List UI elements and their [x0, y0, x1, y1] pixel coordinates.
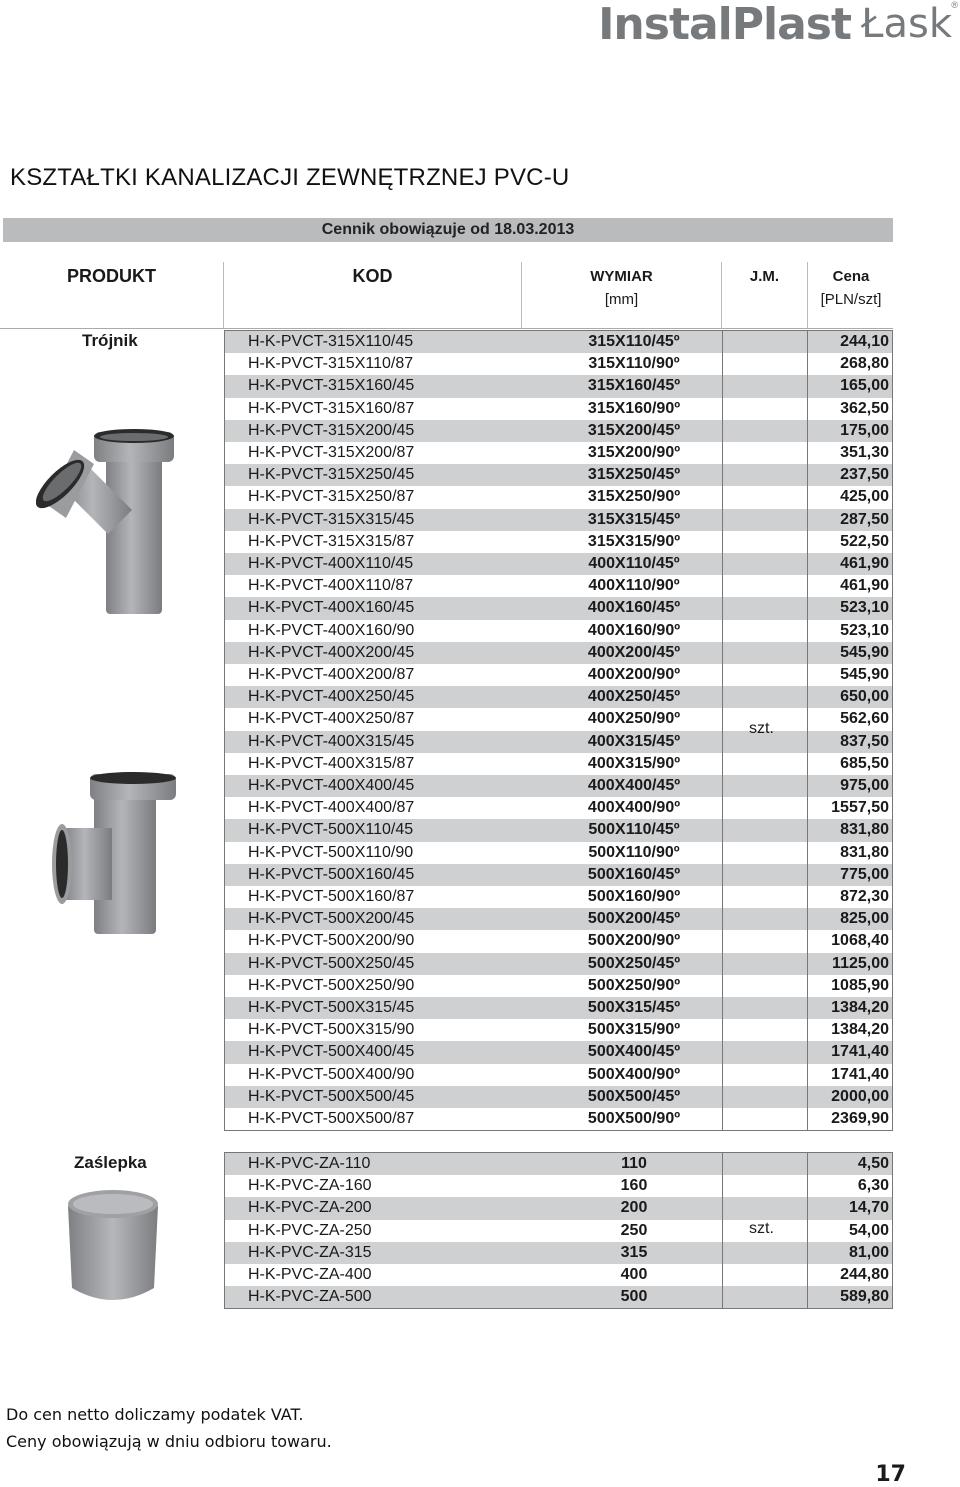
price-value: 975,00 — [840, 777, 889, 794]
table-row — [224, 1286, 892, 1308]
dimension-value: 400X200/90º — [587, 666, 681, 683]
price-value: 522,50 — [840, 532, 889, 550]
dimension-value: 500X400/45º — [587, 1043, 681, 1061]
product-code: H-K-PVCT-315X110/87 — [248, 355, 414, 373]
dimension-value: 500X250/90º — [587, 976, 681, 994]
table-trojnik-divider-unit — [807, 330, 808, 1131]
product-code: H-K-PVCT-400X315/87 — [248, 754, 415, 772]
logo-registered-mark: ® — [951, 0, 958, 10]
dimension-value: 500X500/90º — [587, 1110, 681, 1127]
table-row — [224, 597, 892, 619]
table-row — [224, 1108, 892, 1130]
dimension-value: 400X315/90º — [587, 754, 681, 772]
page-number: 17 — [875, 1462, 906, 1487]
table-row — [224, 953, 892, 975]
price-value: 523,10 — [840, 621, 889, 639]
header-produkt-label: PRODUKT — [67, 266, 156, 286]
table-row — [224, 531, 892, 553]
price-value: 268,80 — [840, 355, 889, 373]
product-code: H-K-PVCT-400X200/87 — [248, 666, 415, 683]
product-code: H-K-PVCT-500X110/90 — [248, 843, 414, 861]
price-value: 362,50 — [840, 399, 889, 417]
table-row — [224, 1153, 892, 1175]
dimension-value: 500X315/90º — [587, 1021, 681, 1039]
table-row — [224, 509, 892, 531]
table-row — [224, 375, 892, 397]
table-row — [224, 797, 892, 819]
product-code: H-K-PVCT-315X315/87 — [248, 532, 415, 550]
dimension-value: 500X200/90º — [587, 932, 681, 950]
dimension-value: 400X160/45º — [587, 599, 681, 617]
product-code: H-K-PVCT-500X200/45 — [248, 910, 415, 928]
table-row — [224, 1041, 892, 1063]
header-kod — [224, 262, 522, 328]
header-cena-label: Cena — [832, 268, 870, 285]
dimension-value: 500X200/45º — [587, 910, 681, 928]
header-kod-label: KOD — [352, 266, 393, 286]
table-row — [224, 1086, 892, 1108]
table-row — [224, 620, 892, 642]
header-jm-label: J.M. — [749, 268, 780, 285]
header-cena-unit: [PLN/szt] — [820, 291, 882, 308]
dimension-value: 500X110/45º — [588, 821, 680, 839]
price-value: 14,70 — [848, 1199, 889, 1217]
product-code: H-K-PVC-ZA-500 — [248, 1288, 372, 1306]
trojnik-90-image — [50, 772, 180, 934]
table-row — [224, 420, 892, 442]
header-wymiar-label: WYMIAR — [590, 268, 653, 285]
dimension-value: 400X250/45º — [587, 688, 681, 706]
price-value: 1384,20 — [831, 999, 889, 1016]
table-row — [224, 486, 892, 508]
product-code: H-K-PVC-ZA-200 — [248, 1199, 372, 1217]
dimension-value: 500X110/90º — [588, 843, 680, 861]
table-row — [224, 731, 892, 753]
logo-main-text: InstalPlast — [598, 0, 851, 50]
dimension-value: 160 — [620, 1177, 648, 1195]
page-title: KSZTAŁTKI KANALIZACJI ZEWNĘTRZNEJ PVC-U — [10, 164, 570, 191]
table-row — [224, 975, 892, 997]
unit-zaslepka: szt. — [749, 1220, 774, 1237]
header-jm — [722, 262, 808, 328]
dimension-value: 315X250/45º — [587, 466, 681, 484]
table-row — [224, 1242, 892, 1264]
table-row — [224, 442, 892, 464]
dimension-value: 400X400/45º — [587, 777, 681, 794]
price-value: 1741,40 — [831, 1065, 889, 1083]
unit-trojnik: szt. — [749, 720, 774, 737]
product-code: H-K-PVCT-315X200/45 — [248, 421, 415, 439]
table-row — [224, 753, 892, 775]
price-value: 545,90 — [840, 643, 889, 661]
price-value: 1557,50 — [831, 799, 889, 817]
price-value: 461,90 — [840, 555, 889, 572]
price-value: 54,00 — [848, 1221, 889, 1239]
zaslepka-image — [66, 1186, 160, 1306]
dimension-value: 500X160/90º — [587, 888, 681, 905]
product-code: H-K-PVCT-400X400/45 — [248, 777, 415, 794]
footer-validity-note: Ceny obowiązują w dniu odbioru towaru. — [6, 1432, 332, 1451]
table-row — [224, 353, 892, 375]
dimension-value: 500X315/45º — [587, 999, 681, 1016]
dimension-value: 400X160/90º — [587, 621, 681, 639]
price-value: 6,30 — [857, 1177, 889, 1195]
product-code: H-K-PVCT-500X400/90 — [248, 1065, 415, 1083]
dimension-value: 315X315/45º — [587, 510, 681, 528]
table-row — [224, 908, 892, 930]
price-value: 2000,00 — [831, 1087, 889, 1105]
dimension-value: 315X250/90º — [587, 488, 681, 506]
product-code: H-K-PVCT-500X110/45 — [248, 821, 414, 839]
price-value: 287,50 — [840, 510, 889, 528]
price-value: 1068,40 — [831, 932, 889, 950]
table-row — [224, 1220, 892, 1242]
table-row — [224, 664, 892, 686]
table-row — [224, 331, 892, 353]
price-value: 650,00 — [840, 688, 889, 706]
price-value: 562,60 — [840, 710, 889, 728]
product-code: H-K-PVCT-315X160/45 — [248, 377, 415, 395]
validity-banner: Cennik obowiązuje od 18.03.2013 — [3, 218, 893, 242]
logo-sub-text: Łask — [861, 1, 952, 47]
table-row — [224, 642, 892, 664]
product-code: H-K-PVC-ZA-400 — [248, 1266, 372, 1283]
price-value: 775,00 — [840, 865, 889, 883]
price-value: 81,00 — [848, 1243, 889, 1261]
table-row — [224, 575, 892, 597]
table-row — [224, 997, 892, 1019]
dimension-value: 250 — [620, 1221, 648, 1239]
table-row — [224, 886, 892, 908]
price-value: 831,80 — [840, 843, 889, 861]
header-cena — [808, 262, 894, 328]
dimension-value: 500X500/45º — [587, 1087, 681, 1105]
dimension-value: 400X110/45º — [588, 555, 680, 572]
table-row — [224, 1264, 892, 1286]
product-code: H-K-PVCT-500X250/90 — [248, 976, 415, 994]
trojnik-45-image — [36, 424, 182, 616]
table-zaslepka-divider-unit — [807, 1152, 808, 1309]
table-row — [224, 1064, 892, 1086]
dimension-value: 315X160/90º — [587, 399, 681, 417]
price-value: 244,80 — [840, 1266, 889, 1283]
dimension-value: 110 — [621, 1155, 647, 1172]
price-value: 825,00 — [840, 910, 889, 928]
price-value: 165,00 — [840, 377, 889, 395]
dimension-value: 500X400/90º — [587, 1065, 681, 1083]
product-code: H-K-PVCT-315X250/45 — [248, 466, 415, 484]
dimension-value: 315X110/45º — [588, 333, 680, 350]
dimension-value: 400X315/45º — [587, 732, 681, 750]
product-code: H-K-PVCT-315X160/87 — [248, 399, 415, 417]
price-value: 685,50 — [840, 754, 889, 772]
price-value: 461,90 — [840, 577, 889, 595]
table-row — [224, 553, 892, 575]
price-value: 425,00 — [840, 488, 889, 506]
dimension-value: 500 — [620, 1288, 648, 1306]
product-code: H-K-PVCT-500X250/45 — [248, 954, 415, 972]
dimension-value: 315X315/90º — [587, 532, 681, 550]
product-code: H-K-PVCT-315X110/45 — [248, 333, 414, 350]
table-row — [224, 464, 892, 486]
product-code: H-K-PVC-ZA-315 — [248, 1243, 372, 1261]
price-value: 1384,20 — [831, 1021, 889, 1039]
price-value: 872,30 — [840, 888, 889, 905]
dimension-value: 315X110/90º — [588, 355, 680, 373]
price-value: 175,00 — [840, 421, 889, 439]
header-wymiar-unit: [mm] — [604, 291, 639, 308]
price-value: 244,10 — [840, 333, 889, 350]
price-value: 831,80 — [840, 821, 889, 839]
header-produkt — [0, 262, 224, 328]
table-row — [224, 842, 892, 864]
price-value: 837,50 — [840, 732, 889, 750]
product-code: H-K-PVC-ZA-110 — [248, 1155, 371, 1172]
price-value: 4,50 — [857, 1155, 889, 1172]
product-code: H-K-PVCT-315X200/87 — [248, 444, 415, 461]
header-divider — [0, 328, 893, 329]
product-code: H-K-PVCT-400X250/45 — [248, 688, 415, 706]
product-code: H-K-PVC-ZA-250 — [248, 1221, 372, 1239]
dimension-value: 315X160/45º — [587, 377, 681, 395]
footer-vat-note: Do cen netto doliczamy podatek VAT. — [6, 1405, 304, 1424]
table-row — [224, 1197, 892, 1219]
price-value: 523,10 — [840, 599, 889, 617]
price-value: 589,80 — [840, 1288, 889, 1306]
dimension-value: 400X400/90º — [587, 799, 681, 817]
product-code: H-K-PVCT-400X400/87 — [248, 799, 415, 817]
table-row — [224, 708, 892, 730]
product-code: H-K-PVCT-315X250/87 — [248, 488, 415, 506]
table-row — [224, 1175, 892, 1197]
price-value: 1741,40 — [831, 1043, 889, 1061]
dimension-value: 315 — [620, 1243, 648, 1261]
product-code: H-K-PVCT-400X250/87 — [248, 710, 415, 728]
price-value: 545,90 — [840, 666, 889, 683]
dimension-value: 500X250/45º — [587, 954, 681, 972]
table-zaslepka-divider-dim — [722, 1152, 723, 1309]
dimension-value: 400X250/90º — [587, 710, 681, 728]
product-code: H-K-PVCT-500X500/87 — [248, 1110, 415, 1127]
product-code: H-K-PVCT-500X160/45 — [248, 865, 415, 883]
dimension-value: 315X200/90º — [587, 444, 681, 461]
dimension-value: 200 — [620, 1199, 648, 1217]
table-row — [224, 1019, 892, 1041]
dimension-value: 400X200/45º — [587, 643, 681, 661]
product-code: H-K-PVCT-400X315/45 — [248, 732, 415, 750]
product-code: H-K-PVCT-500X500/45 — [248, 1087, 415, 1105]
dimension-value: 315X200/45º — [587, 421, 681, 439]
table-row — [224, 864, 892, 886]
table-row — [224, 930, 892, 952]
product-code: H-K-PVC-ZA-160 — [248, 1177, 372, 1195]
dimension-value: 400 — [620, 1266, 648, 1283]
product-code: H-K-PVCT-400X110/87 — [248, 577, 414, 595]
dimension-value: 500X160/45º — [587, 865, 681, 883]
product-code: H-K-PVCT-400X200/45 — [248, 643, 415, 661]
table-row — [224, 686, 892, 708]
price-value: 237,50 — [840, 466, 889, 484]
product-code: H-K-PVCT-500X315/45 — [248, 999, 415, 1016]
table-trojnik-divider-dim — [722, 330, 723, 1131]
brand-logo — [598, 0, 958, 50]
price-value: 351,30 — [840, 444, 889, 461]
header-wymiar — [522, 262, 722, 328]
product-code: H-K-PVCT-500X400/45 — [248, 1043, 415, 1061]
product-code: H-K-PVCT-500X315/90 — [248, 1021, 415, 1039]
price-value: 1085,90 — [831, 976, 889, 994]
product-code: H-K-PVCT-500X160/87 — [248, 888, 415, 905]
product-code: H-K-PVCT-400X160/45 — [248, 599, 415, 617]
product-code: H-K-PVCT-315X315/45 — [248, 510, 415, 528]
table-row — [224, 398, 892, 420]
price-value: 2369,90 — [831, 1110, 889, 1127]
product-name-trojnik: Trójnik — [82, 331, 138, 350]
product-code: H-K-PVCT-500X200/90 — [248, 932, 415, 950]
table-row — [224, 819, 892, 841]
table-row — [224, 775, 892, 797]
product-code: H-K-PVCT-400X110/45 — [248, 555, 414, 572]
product-code: H-K-PVCT-400X160/90 — [248, 621, 415, 639]
product-name-zaslepka: Zaślepka — [74, 1153, 147, 1172]
price-value: 1125,00 — [832, 954, 889, 972]
dimension-value: 400X110/90º — [588, 577, 680, 595]
